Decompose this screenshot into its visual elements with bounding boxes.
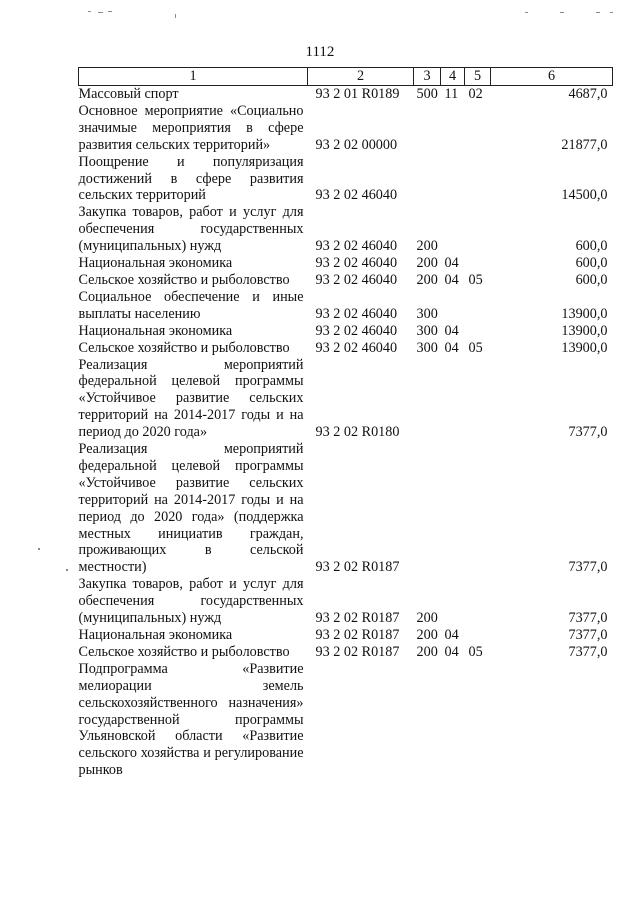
row-col3-cell: 200 [416, 610, 438, 627]
row-amount-cell: 13900,0 [561, 339, 608, 356]
row-col3-cell [414, 441, 441, 576]
row-col5-cell: 05 [468, 643, 483, 660]
row-col3-cell: 200 [416, 271, 438, 288]
row-col5-cell [465, 627, 491, 644]
row-col4-cell [441, 357, 465, 442]
row-amount-cell: 7377,0 [568, 424, 608, 441]
scan-speck [525, 12, 528, 13]
scan-speck [596, 12, 600, 13]
row-amount-cell: 600,0 [575, 255, 608, 272]
row-col4-cell [441, 154, 465, 205]
row-col5-cell: 02 [468, 86, 483, 102]
scan-speck [560, 12, 564, 13]
row-col5-cell [465, 661, 491, 779]
row-name-cell: Закупка товаров, работ и услуг для обеспечения государственных (муниципальных) нужд [78, 204, 304, 255]
row-col3-cell [414, 154, 441, 205]
column-header: 3 [414, 68, 441, 86]
row-name-cell: Основное мероприятие «Социально значимые мероприятия в сфере развития сельских территорий» [78, 102, 304, 153]
row-name-cell: Сельское хозяйство и рыболовство [78, 339, 290, 356]
row-code-cell: 93 2 02 46040 [315, 271, 398, 288]
row-name-cell: Подпрограмма «Развитие мелиорации земель сельскохозяйственного назначения» государственной программы Ульяновской области «Развитие сельского хозяйства и регулирование рынков [78, 660, 304, 779]
scan-speck [98, 12, 103, 13]
row-col5-cell [465, 204, 491, 255]
row-name-cell: Поощрение и популяризация достижений в сфере развития сельских территорий [78, 153, 304, 204]
row-col4-cell: 04 [444, 627, 459, 643]
row-col4-cell: 04 [444, 255, 459, 272]
table-row [79, 289, 613, 323]
row-name-cell: Национальная экономика [78, 322, 233, 339]
row-amount-cell: 600,0 [575, 238, 608, 255]
row-col4-cell: 04 [444, 322, 459, 339]
table-row [79, 340, 613, 357]
row-amount-cell: 7377,0 [568, 627, 608, 643]
row-col5-cell [465, 576, 491, 627]
row-col4-cell [441, 661, 465, 779]
row-code-cell: 93 2 02 R0187 [315, 627, 400, 643]
row-col3-cell: 300 [416, 322, 438, 339]
row-code-cell: 93 2 02 R0180 [315, 424, 400, 441]
row-code-cell: 93 2 02 46040 [315, 305, 398, 322]
row-name-cell: Реализация мероприятий федеральной целевой программы «Устойчивое развитие сельских территорий на 2014-2017 годы и на период до 2020 года» [78, 356, 304, 441]
row-col3-cell: 200 [416, 627, 438, 643]
row-amount-cell: 14500,0 [561, 187, 608, 204]
page-number: 1112 [305, 44, 335, 60]
row-code-cell: 93 2 02 R0187 [315, 610, 400, 627]
scan-speck [38, 548, 40, 550]
row-col3-cell: 200 [416, 255, 438, 272]
column-header: 2 [308, 68, 414, 86]
row-code-cell: 93 2 01 R0189 [315, 86, 400, 102]
row-col5-cell [465, 103, 491, 154]
row-name-cell: Сельское хозяйство и рыболовство [78, 643, 290, 660]
table-row [79, 204, 613, 255]
row-amount-cell: 13900,0 [561, 305, 608, 322]
row-col5-cell [465, 357, 491, 442]
row-amount-cell [491, 661, 613, 779]
column-header: 5 [465, 68, 491, 86]
scan-speck [175, 14, 176, 18]
row-col3-cell [414, 357, 441, 442]
table-body [79, 86, 613, 780]
row-col4-cell [441, 204, 465, 255]
scan-speck [108, 11, 112, 12]
row-name-cell: Национальная экономика [78, 255, 233, 272]
row-col4-cell: 04 [444, 339, 459, 356]
row-code-cell: 93 2 02 46040 [315, 322, 398, 339]
budget-table [78, 67, 613, 779]
row-name-cell: Реализация мероприятий федеральной целевой программы «Устойчивое развитие сельских территорий на 2014-2017 годы и на период до 2020 года» (поддержка местных инициатив граждан, проживающих в сельской местности) [78, 441, 304, 576]
row-col5-cell: 05 [468, 339, 483, 356]
table-row [79, 357, 613, 442]
table-row [79, 661, 613, 779]
table-row [79, 103, 613, 154]
table-row [79, 272, 613, 289]
scan-speck [610, 12, 613, 13]
row-code-cell: 93 2 02 R0187 [315, 559, 400, 576]
row-col4-cell: 04 [444, 271, 459, 288]
table-row [79, 255, 613, 272]
row-col3-cell: 300 [416, 339, 438, 356]
row-col5-cell [465, 289, 491, 323]
row-code-cell: 93 2 02 46040 [315, 339, 398, 356]
table-row [79, 323, 613, 340]
table-row [79, 576, 613, 627]
row-amount-cell: 7377,0 [568, 559, 608, 576]
row-amount-cell: 21877,0 [561, 136, 608, 153]
table-row [79, 644, 613, 661]
row-code-cell: 93 2 02 46040 [315, 255, 398, 272]
row-amount-cell: 13900,0 [561, 322, 608, 339]
row-name-cell: Сельское хозяйство и рыболовство [78, 271, 290, 288]
row-col4-cell [441, 441, 465, 576]
row-col3-cell [414, 103, 441, 154]
row-amount-cell: 7377,0 [568, 643, 608, 660]
row-amount-cell: 7377,0 [568, 610, 608, 627]
row-col5-cell [465, 323, 491, 340]
column-header: 4 [441, 68, 465, 86]
row-col4-cell [441, 576, 465, 627]
row-col3-cell: 200 [416, 238, 438, 255]
row-code-cell: 93 2 02 46040 [315, 238, 398, 255]
column-header: 6 [491, 68, 613, 86]
row-amount-cell: 4687,0 [568, 86, 608, 102]
scan-speck [88, 11, 91, 12]
row-code-cell [308, 661, 414, 779]
row-code-cell: 93 2 02 00000 [315, 136, 398, 153]
table-row [79, 441, 613, 576]
row-name-cell: Национальная экономика [78, 627, 233, 643]
row-col3-cell: 500 [416, 86, 438, 102]
column-header: 1 [79, 68, 308, 86]
row-amount-cell: 600,0 [575, 271, 608, 288]
table-row [79, 86, 613, 103]
table-header-row [79, 68, 613, 86]
row-col4-cell [441, 289, 465, 323]
row-col5-cell [465, 441, 491, 576]
table-row [79, 627, 613, 644]
row-name-cell: Массовый спорт [78, 86, 179, 102]
row-code-cell: 93 2 02 46040 [315, 187, 398, 204]
row-col4-cell [441, 103, 465, 154]
row-col3-cell: 200 [416, 643, 438, 660]
table-row [79, 154, 613, 205]
row-code-cell: 93 2 02 R0187 [315, 643, 400, 660]
row-col4-cell: 11 [444, 86, 459, 102]
row-name-cell: Закупка товаров, работ и услуг для обеспечения государственных (муниципальных) нужд [78, 576, 304, 627]
row-col3-cell: 300 [416, 305, 438, 322]
scan-speck [66, 569, 68, 571]
row-col5-cell [465, 255, 491, 272]
row-col5-cell: 05 [468, 271, 483, 288]
row-col4-cell: 04 [444, 643, 459, 660]
row-col5-cell [465, 154, 491, 205]
row-name-cell: Социальное обеспечение и иные выплаты населению [78, 288, 304, 322]
row-col3-cell [414, 661, 441, 779]
